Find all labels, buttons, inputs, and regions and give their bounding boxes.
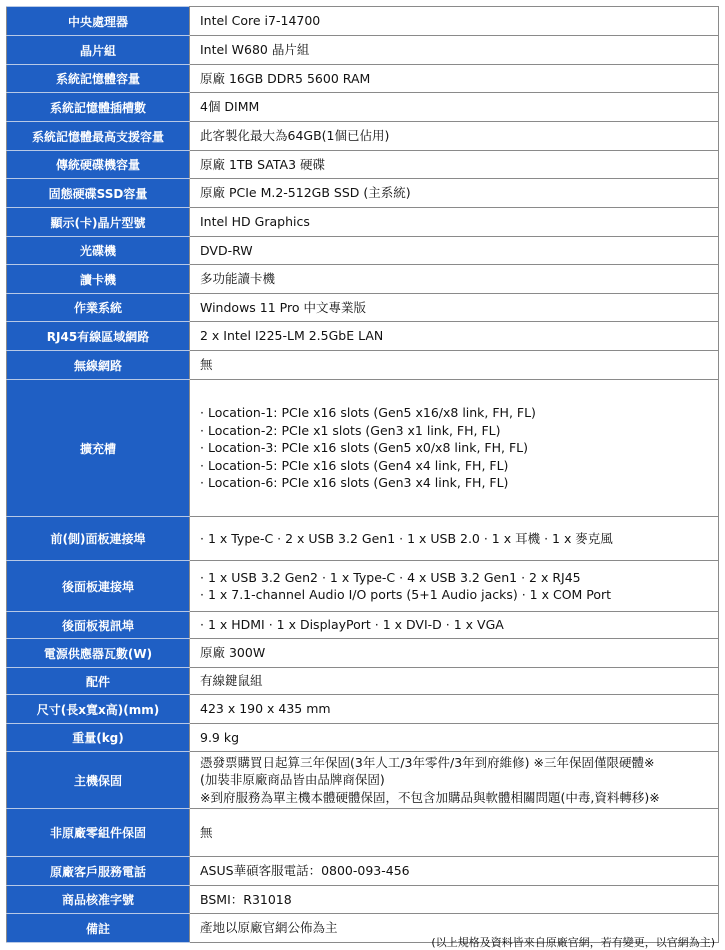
- spec-value: [190, 809, 719, 857]
- spec-row-accessories: [7, 668, 719, 695]
- spec-value-line: · 1 x USB 3.2 Gen2 · 1 x Type-C · 4 x USB 3.2 Gen1 · 2 x RJ45: [200, 569, 581, 585]
- spec-row-front-ports: [7, 517, 719, 561]
- spec-value: [190, 7, 719, 36]
- spec-label: 晶片組: [7, 36, 190, 65]
- spec-value-line: 無: [200, 824, 213, 840]
- spec-value: [190, 695, 719, 724]
- spec-value-line: 423 x 190 x 435 mm: [200, 701, 331, 717]
- spec-label: RJ45有線區域網路: [7, 322, 190, 351]
- spec-label: 光碟機: [7, 237, 190, 265]
- spec-value-line: · 1 x HDMI · 1 x DisplayPort · 1 x DVI-D · 1 x VGA: [200, 617, 504, 633]
- spec-value-line: · Location-6: PCIe x16 slots (Gen3 x4 link, FH, FL): [200, 475, 509, 491]
- spec-value: [190, 886, 719, 914]
- spec-value-line: 此客製化最大為64GB(1個已佔用): [200, 128, 390, 144]
- spec-row-os: [7, 294, 719, 322]
- spec-value-line: ※到府服務為單主機本體硬體保固，不包含加購品與軟體相關問題(中毒,資料轉移)※: [200, 789, 660, 805]
- spec-row-rear-ports: [7, 561, 719, 612]
- spec-value-line: 有線鍵鼠組: [200, 673, 263, 689]
- spec-row-bsmi: [7, 886, 719, 914]
- spec-row-chipset: [7, 36, 719, 65]
- spec-row-memory-slots: [7, 93, 719, 122]
- spec-label: 中央處理器: [7, 7, 190, 36]
- spec-value: [190, 208, 719, 237]
- spec-row-expansion-slots: [7, 380, 719, 517]
- spec-label: 前(側)面板連接埠: [7, 517, 190, 561]
- spec-value: [190, 122, 719, 151]
- spec-value-line: Intel HD Graphics: [200, 214, 310, 230]
- spec-row-rear-video: [7, 612, 719, 639]
- spec-row-weight: [7, 724, 719, 752]
- spec-value-line: Intel Core i7-14700: [200, 13, 321, 29]
- spec-label: 後面板視訊埠: [7, 612, 190, 639]
- spec-label: 配件: [7, 668, 190, 695]
- spec-label: 商品核准字號: [7, 886, 190, 914]
- spec-row-power-supply: [7, 639, 719, 668]
- spec-label: 作業系統: [7, 294, 190, 322]
- spec-value: [190, 517, 719, 561]
- spec-label: 讀卡機: [7, 265, 190, 294]
- spec-label: 電源供應器瓦數(W): [7, 639, 190, 668]
- spec-value-line: Intel W680 晶片組: [200, 42, 310, 58]
- spec-value-line: 原廠 1TB SATA3 硬碟: [200, 156, 326, 172]
- spec-value-line: 原廠 300W: [200, 645, 266, 661]
- spec-row-wireless: [7, 351, 719, 380]
- spec-value: [190, 151, 719, 179]
- spec-label: 非原廠零組件保固: [7, 809, 190, 857]
- spec-label: 主機保固: [7, 752, 190, 809]
- spec-value: [190, 322, 719, 351]
- spec-value: [190, 351, 719, 380]
- spec-label: 尺寸(長x寬x高)(mm): [7, 695, 190, 724]
- spec-label: 系統記憶體插槽數: [7, 93, 190, 122]
- spec-row-ssd: [7, 179, 719, 208]
- spec-value-line: · 1 x Type-C · 2 x USB 3.2 Gen1 · 1 x USB 2.0 · 1 x 耳機 · 1 x 麥克風: [200, 530, 613, 546]
- spec-value: [190, 265, 719, 294]
- spec-value-line: 憑發票購買日起算三年保固(3年人工/3年零件/3年到府維修) ※三年保固僅限硬體※: [200, 754, 655, 770]
- spec-value-line: · Location-1: PCIe x16 slots (Gen5 x16/x8 link, FH, FL): [200, 405, 536, 421]
- spec-value-line: · Location-3: PCIe x16 slots (Gen5 x0/x8 link, FH, FL): [200, 440, 528, 456]
- spec-value-line: 原廠 16GB DDR5 5600 RAM: [200, 70, 371, 86]
- spec-value: [190, 179, 719, 208]
- spec-value: [190, 752, 719, 809]
- spec-label: 無線網路: [7, 351, 190, 380]
- spec-value-line: 2 x Intel I225-LM 2.5GbE LAN: [200, 328, 384, 344]
- spec-label: 固態硬碟SSD容量: [7, 179, 190, 208]
- spec-row-memory-max: [7, 122, 719, 151]
- spec-label: 系統記憶體最高支援容量: [7, 122, 190, 151]
- spec-row-warranty: [7, 752, 719, 809]
- spec-value-line: (加裝非原廠商品皆由品牌商保固): [200, 772, 385, 788]
- spec-label: 後面板連接埠: [7, 561, 190, 612]
- spec-value: [190, 724, 719, 752]
- spec-label: 傳統硬碟機容量: [7, 151, 190, 179]
- spec-value: [190, 65, 719, 93]
- spec-value-line: ASUS華碩客服電話：0800-093-456: [200, 863, 410, 879]
- spec-row-card-reader: [7, 265, 719, 294]
- spec-value-line: 多功能讀卡機: [200, 271, 276, 287]
- spec-row-non-oem-warranty: [7, 809, 719, 857]
- spec-label: 顯示(卡)晶片型號: [7, 208, 190, 237]
- spec-value-line: 產地以原廠官網公佈為主: [200, 920, 338, 936]
- spec-value: [190, 380, 719, 517]
- spec-value-line: BSMI：R31018: [200, 891, 292, 907]
- spec-value-line: · Location-5: PCIe x16 slots (Gen4 x4 link, FH, FL): [200, 457, 509, 473]
- spec-value: [190, 561, 719, 612]
- spec-label: 備註: [7, 914, 190, 943]
- spec-label: 系統記憶體容量: [7, 65, 190, 93]
- spec-value: [190, 93, 719, 122]
- spec-value-line: 4個 DIMM: [200, 99, 260, 115]
- spec-row-graphics: [7, 208, 719, 237]
- spec-value-line: DVD-RW: [200, 242, 253, 258]
- spec-value: [190, 294, 719, 322]
- footnote: (以上規格及資料皆來自原廠官網，若有變更，以官網為主): [431, 936, 715, 949]
- spec-value: [190, 857, 719, 886]
- spec-value: [190, 639, 719, 668]
- spec-value-line: Windows 11 Pro 中文專業版: [200, 299, 366, 315]
- spec-value: [190, 237, 719, 265]
- spec-value-line: · 1 x 7.1-channel Audio I/O ports (5+1 Audio jacks) · 1 x COM Port: [200, 587, 612, 602]
- spec-value-line: 無: [200, 357, 213, 373]
- spec-value: [190, 612, 719, 639]
- spec-row-optical-drive: [7, 237, 719, 265]
- spec-row-service-phone: [7, 857, 719, 886]
- spec-label: 原廠客戶服務電話: [7, 857, 190, 886]
- spec-value-line: 原廠 PCIe M.2-512GB SSD (主系統): [200, 185, 411, 201]
- spec-value-line: · Location-2: PCIe x1 slots (Gen3 x1 link, FH, FL): [200, 422, 501, 438]
- spec-row-hdd: [7, 151, 719, 179]
- spec-value: [190, 668, 719, 695]
- spec-row-rj45-lan: [7, 322, 719, 351]
- spec-value: [190, 36, 719, 65]
- spec-label: 擴充槽: [7, 380, 190, 517]
- spec-label: 重量(kg): [7, 724, 190, 752]
- spec-row-dimensions: [7, 695, 719, 724]
- spec-value-line: 9.9 kg: [200, 729, 240, 745]
- spec-table: [6, 6, 719, 943]
- spec-row-cpu: [7, 7, 719, 36]
- spec-row-memory-capacity: [7, 65, 719, 93]
